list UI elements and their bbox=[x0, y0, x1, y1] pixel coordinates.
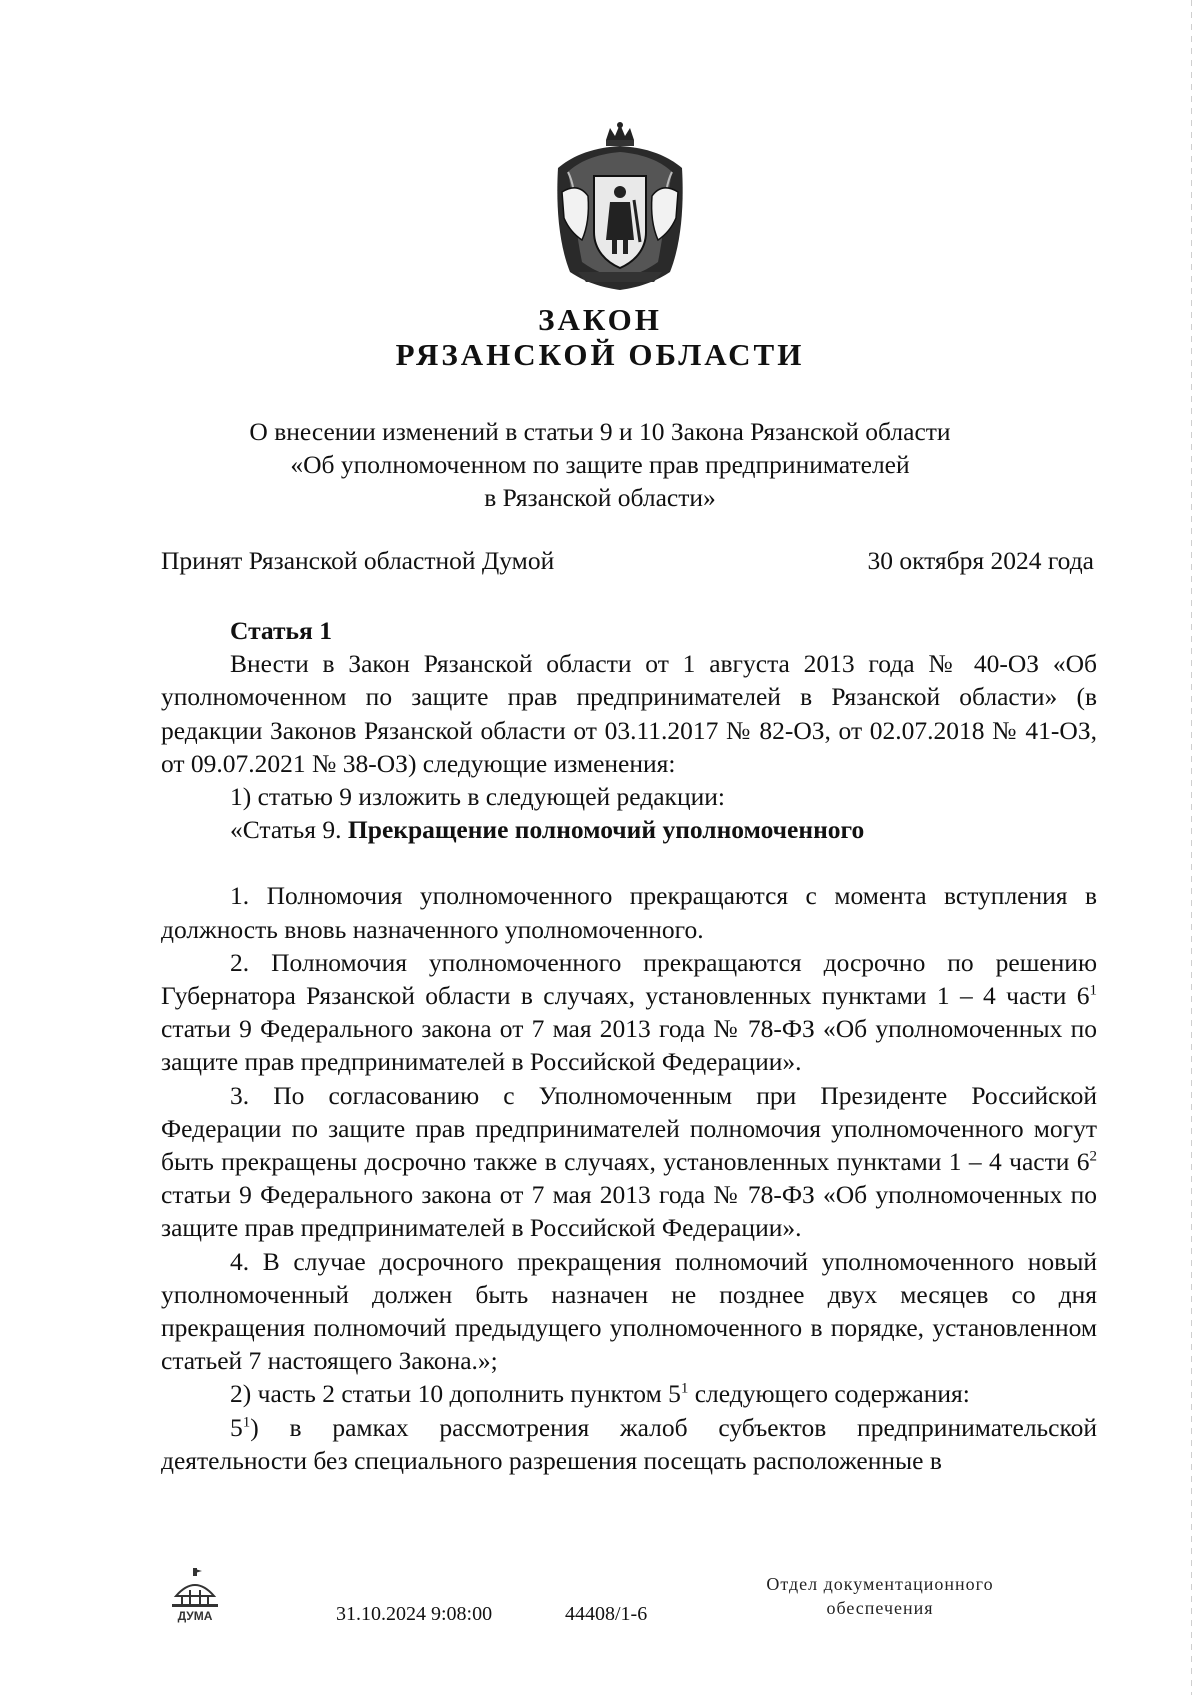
paragraph-2 bbox=[161, 946, 1097, 1079]
paragraph-5-1 bbox=[161, 1411, 1097, 1477]
paragraph-2-text-a: 2. Полномочия уполномоченного прекращаются досрочно по решению Губернатора Рязанской области в случаях, установленных пунктами 1 – 4 части 6 bbox=[161, 947, 1097, 1011]
adopted-date: 30 октября 2024 года bbox=[867, 546, 1094, 575]
item-2-text-b: следующего содержания: bbox=[688, 1379, 970, 1409]
article-9-heading bbox=[161, 813, 1097, 846]
paragraph-5-1-num: 5 bbox=[230, 1412, 243, 1442]
scan-edge-mark bbox=[1191, 0, 1192, 1695]
subject-line3: в Рязанской области» bbox=[484, 483, 716, 512]
article-9-title: Прекращение полномочий уполномоченного bbox=[347, 815, 865, 845]
paragraph-3-sup: 2 bbox=[1089, 1148, 1097, 1165]
subject-line1: О внесении изменений в статьи 9 и 10 Закона Рязанской области bbox=[249, 417, 951, 446]
law-subject bbox=[0, 415, 1200, 514]
adopted-by: Принят Рязанской областной Думой bbox=[161, 546, 555, 575]
law-title-line2: РЯЗАНСКОЙ ОБЛАСТИ bbox=[395, 337, 805, 372]
paragraph-3-text-b: статьи 9 Федерального закона от 7 мая 2013 года № 78-ФЗ «Об уполномоченных по защите прав предпринимателей в Российской Федерации». bbox=[161, 1180, 1097, 1243]
department-stamp bbox=[730, 1572, 1030, 1620]
paragraph-3 bbox=[161, 1079, 1097, 1245]
amendment-item-2 bbox=[161, 1377, 1097, 1410]
paragraph-2-text-b: статьи 9 Федерального закона от 7 мая 2013 года № 78-ФЗ «Об уполномоченных по защите прав предпринимателей в Российской Федерации». bbox=[161, 1014, 1097, 1077]
subject-line2: «Об уполномоченном по защите прав предпринимателей bbox=[290, 450, 910, 479]
duma-logo-text: ДУМА bbox=[177, 1609, 213, 1623]
paragraph-3-text-a: 3. По согласованию с Уполномоченным при Президенте Российской Федерации по защите прав предпринимателей полномочия уполномоченного могут быть прекращены досрочно также в случаях, установленных пунктами 1 – 4 части 6 bbox=[161, 1080, 1097, 1177]
department-line2: обеспечения bbox=[826, 1598, 934, 1618]
adoption-row bbox=[161, 546, 1094, 576]
registration-timestamp: 31.10.2024 9:08:00 bbox=[336, 1603, 493, 1625]
article-intro: Внести в Закон Рязанской области от 1 августа 2013 года № 40-ОЗ «Об уполномоченном по защите прав предпринимателей в Рязанской области» (в редакции Законов Рязанской области от 03.11.2017 № 82-ОЗ, от 02.07.2018 № 41-ОЗ, от 09.07.2021 № 38-ОЗ) следующие изменения: bbox=[161, 649, 1097, 778]
paragraph-5-1-text: ) в рамках рассмотрения жалоб субъектов предпринимательской деятельности без специального разрешения посещать расположенные в bbox=[161, 1412, 1097, 1475]
item-2-text-a: 2) часть 2 статьи 10 дополнить пунктом 5 bbox=[230, 1379, 681, 1409]
paragraph-5-1-sup: 1 bbox=[242, 1414, 251, 1431]
paragraph-1: 1. Полномочия уполномоченного прекращаются с момента вступления в должность вновь назначенного уполномоченного. bbox=[161, 881, 1097, 944]
item-2-sup: 1 bbox=[680, 1380, 689, 1397]
article-9-prefix: «Статья 9. bbox=[230, 815, 348, 845]
duma-logo-icon bbox=[168, 1566, 222, 1624]
law-title-line1: ЗАКОН bbox=[538, 302, 662, 337]
article-heading: Статья 1 bbox=[230, 616, 332, 645]
paragraph-2-sup: 1 bbox=[1089, 982, 1097, 999]
coat-of-arms-icon bbox=[548, 122, 692, 292]
department-line1: Отдел документационного bbox=[766, 1574, 994, 1594]
paragraph-4: 4. В случае досрочного прекращения полномочий уполномоченного новый уполномоченный должен быть назначен не позднее двух месяцев со дня прекращения полномочий предыдущего уполномоченного в порядке, установленном статьей 7 настоящего Закона.»; bbox=[161, 1246, 1097, 1376]
article-1 bbox=[161, 614, 1097, 1477]
amendment-item-1: 1) статью 9 изложить в следующей редакции: bbox=[230, 782, 725, 812]
registration-number: 44408/1-6 bbox=[565, 1603, 648, 1625]
